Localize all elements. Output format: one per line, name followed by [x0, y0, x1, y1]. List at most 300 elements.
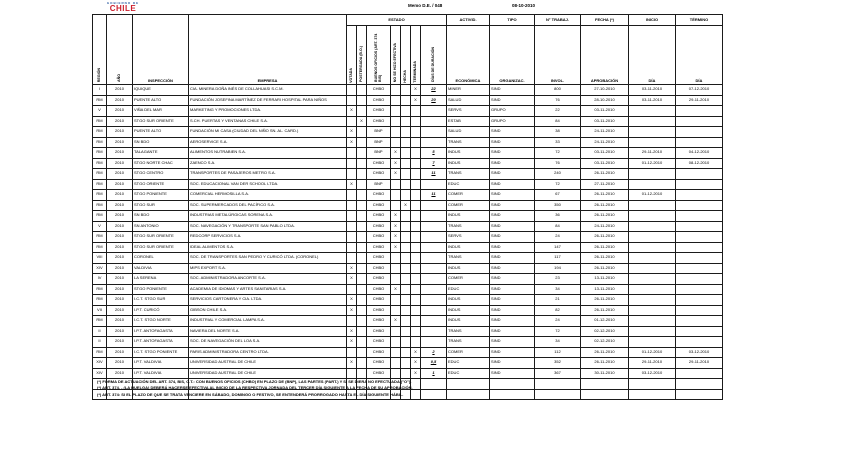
cell-ano: 2010 [107, 211, 133, 222]
cell-region: RM [93, 148, 107, 159]
cell-buenos-oficios: CHBO [367, 263, 391, 274]
col-header-inicio-dia: DÍA [629, 26, 676, 85]
cell-termino: 29-11-2010 [676, 95, 723, 106]
cell-posterg [357, 200, 367, 211]
cell-invol: 800 [535, 85, 581, 96]
cell-aprobacion: 26-11-2010 [581, 190, 629, 201]
cell-inicio: 01-12-2010 [629, 190, 676, 201]
cell-ano: 2010 [107, 127, 133, 138]
cell-posterg [357, 190, 367, 201]
footnote-1: (*) FORMA DE ACTUACIÓN DEL ART. 374, BIS, C.T.: CON BUENOS OFICIOS (CHBO) EN PLAZO DE (BNP), LAS PARTES (PART.) Y SI SE DIERA NO EFECTUADA ("O"). [97, 379, 412, 384]
cell-economica: SALUD [447, 127, 490, 138]
cell-empresa: S.CH. PUERTAS Y VENTANAS CHILE S.A. [189, 116, 347, 127]
cell-aprobacion: 26-11-2010 [581, 232, 629, 243]
gobierno-de-chile-logo [100, 2, 146, 13]
table-row [93, 137, 723, 148]
cell-buenos-oficios: CHBO [367, 337, 391, 348]
cell-hecha [401, 295, 411, 306]
cell-aprobacion: 28-10-2010 [581, 95, 629, 106]
cell-posterg [357, 85, 367, 96]
cell-organizac: SIND [490, 211, 535, 222]
cell-votada [347, 169, 357, 180]
cell-empresa: REDCORP SERVICIOS S.A. [189, 232, 347, 243]
cell-invol: 72 [535, 179, 581, 190]
cell-votada [347, 253, 357, 264]
cell-organizac: SIND [490, 95, 535, 106]
header-date: 08-10-2010 [512, 3, 536, 8]
cell-aprobacion: 13-11-2010 [581, 284, 629, 295]
cell-dias [421, 305, 447, 316]
cell-votada: X [347, 337, 357, 348]
cell-posterg [357, 106, 367, 117]
cell-inicio [629, 263, 676, 274]
cell-empresa: SOC. DE NAVEGACIÓN DEL LOA S.A. [189, 337, 347, 348]
cell-aprobacion: 27-10-2010 [581, 85, 629, 96]
cell-votada [347, 316, 357, 327]
cell-termino [676, 106, 723, 117]
footnote-3: (*) ART. 374: SI EL PLAZO DE QUE SE TRATA VENCIERE EN SÁBADO, DOMINGO O FESTIVO, SE ENTENDERÁ PRORROGADO HASTA EL DÍA SIGUIENTE HÁBIL. [97, 391, 404, 397]
cell-no-efectiva: X [391, 316, 401, 327]
table-row [93, 347, 723, 358]
cell-dias [421, 116, 447, 127]
cell-inspeccion: I.C.T. STGO PONIENTE [133, 347, 189, 358]
cell-region: XIV [93, 368, 107, 379]
cell-posterg [357, 284, 367, 295]
cell-termino [676, 337, 723, 348]
cell-ano: 2010 [107, 242, 133, 253]
cell-aprobacion: 24-11-2010 [581, 137, 629, 148]
cell-economica: COMER [447, 347, 490, 358]
cell-empresa: SOC. SUPERMERCADOS DEL PACÍFICO S.A. [189, 200, 347, 211]
cell-dias [421, 211, 447, 222]
cell-organizac: SIND [490, 179, 535, 190]
cell-invol: 112 [535, 347, 581, 358]
cell-termino [676, 169, 723, 180]
cell-votada: X [347, 326, 357, 337]
cell-terminada [411, 127, 421, 138]
cell-ano: 2010 [107, 190, 133, 201]
cell-termino [676, 190, 723, 201]
cell-no-efectiva: X [391, 242, 401, 253]
cell-organizac: SIND [490, 169, 535, 180]
cell-ano: 2010 [107, 284, 133, 295]
cell-buenos-oficios: CHBO [367, 368, 391, 379]
group-header-estado: ESTADO [347, 15, 447, 26]
cell-dias: 7 [421, 158, 447, 169]
cell-posterg [357, 347, 367, 358]
cell-buenos-oficios: BNP [367, 179, 391, 190]
cell-economica: COMER [447, 190, 490, 201]
cell-ano: 2010 [107, 337, 133, 348]
cell-votada: X [347, 263, 357, 274]
table-row [93, 221, 723, 232]
cell-termino [676, 379, 723, 390]
cell-invol: 194 [535, 263, 581, 274]
table-row [93, 316, 723, 327]
cell-dias: 2 [421, 347, 447, 358]
cell-inspeccion: SN BDO [133, 211, 189, 222]
cell-termino [676, 263, 723, 274]
cell-posterg [357, 148, 367, 159]
cell-inspeccion: I.P.T. ANTOFAGASTA [133, 337, 189, 348]
cell-inicio [629, 232, 676, 243]
cell-ano: 2010 [107, 305, 133, 316]
table-row [93, 263, 723, 274]
cell-inspeccion: PUENTE ALTO [133, 95, 189, 106]
cell-votada [347, 200, 357, 211]
cell-termino: 03-12-2010 [676, 347, 723, 358]
cell-votada [347, 221, 357, 232]
cell-inicio: 01-12-2010 [629, 347, 676, 358]
cell-inspeccion: CORONEL [133, 253, 189, 264]
col-header-termino-dia: DÍA [676, 26, 723, 85]
cell-no-efectiva: X [391, 169, 401, 180]
cell-aprobacion: 03-11-2010 [581, 158, 629, 169]
cell-termino [676, 274, 723, 285]
strikes-table-wrapper [92, 14, 723, 400]
cell-posterg [357, 337, 367, 348]
cell-empresa: IDEAL ALIMENTOS S.A. [189, 242, 347, 253]
cell-economica: INDUS [447, 242, 490, 253]
cell-aprobacion: 26-11-2010 [581, 200, 629, 211]
cell-inspeccion: I.C.T. STGO SUR [133, 295, 189, 306]
cell-organizac: SIND [490, 137, 535, 148]
cell-terminada [411, 179, 421, 190]
cell-terminada [411, 190, 421, 201]
table-row [93, 148, 723, 159]
logo-chile-text: CHILE [109, 4, 137, 13]
cell-votada [347, 158, 357, 169]
cell-hecha [401, 337, 411, 348]
table-row [93, 158, 723, 169]
cell-region: I [93, 85, 107, 96]
cell-region: RM [93, 169, 107, 180]
cell-termino [676, 316, 723, 327]
cell-ano: 2010 [107, 116, 133, 127]
cell-economica: EDUC [447, 358, 490, 369]
cell-termino [676, 179, 723, 190]
table-row [93, 211, 723, 222]
cell-inicio [629, 179, 676, 190]
cell-inspeccion: PUENTE ALTO [133, 127, 189, 138]
cell-inicio: 29-11-2010 [629, 148, 676, 159]
cell-dias [421, 284, 447, 295]
cell-no-efectiva [391, 85, 401, 96]
cell-invol: 38 [535, 127, 581, 138]
cell-terminada [411, 200, 421, 211]
cell-posterg [357, 253, 367, 264]
table-row [93, 253, 723, 264]
cell-invol: 23 [535, 274, 581, 285]
cell-ano: 2010 [107, 326, 133, 337]
col-header-aprobacion: APROBACIÓN [581, 26, 629, 85]
table-body [93, 85, 723, 400]
cell-buenos-oficios: CHBO [367, 95, 391, 106]
cell-invol: 24 [535, 316, 581, 327]
cell-dias [421, 253, 447, 264]
cell-dias [421, 137, 447, 148]
cell-termino [676, 211, 723, 222]
cell-organizac: SIND [490, 263, 535, 274]
cell-region: RM [93, 200, 107, 211]
cell-organizac: SIND [490, 85, 535, 96]
cell-buenos-oficios: CHBO [367, 106, 391, 117]
cell-inspeccion: I.C.T. STGO NORTE [133, 316, 189, 327]
cell-organizac: SIND [490, 148, 535, 159]
cell-buenos-oficios: CHBO [367, 274, 391, 285]
cell-hecha [401, 263, 411, 274]
cell-dias [421, 127, 447, 138]
cell-hecha [401, 148, 411, 159]
cell-aprobacion: 26-11-2010 [581, 169, 629, 180]
cell-aprobacion: 24-11-2010 [581, 127, 629, 138]
cell-region: RM [93, 211, 107, 222]
cell-ano: 2010 [107, 158, 133, 169]
cell-inspeccion: I.P.T. VALDIVIA [133, 368, 189, 379]
cell-dias: 11 [421, 190, 447, 201]
cell-ano: 2010 [107, 106, 133, 117]
cell-dias [421, 200, 447, 211]
cell-inspeccion: STGO CENTRO [133, 169, 189, 180]
cell-votada: X [347, 274, 357, 285]
cell-empresa: SERVICIOS CARTONERA Y CIA. LTDA. [189, 295, 347, 306]
cell-terminada [411, 337, 421, 348]
cell-invol: 21 [535, 295, 581, 306]
cell-organizac: SIND [490, 305, 535, 316]
cell-posterg [357, 242, 367, 253]
cell-hecha [401, 127, 411, 138]
cell-dias [421, 106, 447, 117]
cell-ano: 2010 [107, 316, 133, 327]
cell-no-efectiva [391, 347, 401, 358]
cell-region: RM [93, 242, 107, 253]
cell-dias: 0,5 [421, 358, 447, 369]
cell-invol: 352 [535, 358, 581, 369]
cell-inspeccion: STGO PONIENTE [133, 284, 189, 295]
cell-no-efectiva [391, 358, 401, 369]
cell-ano: 2010 [107, 263, 133, 274]
cell-buenos-oficios: CHBO [367, 347, 391, 358]
cell-dias: 20 [421, 95, 447, 106]
cell-economica: TRANS [447, 253, 490, 264]
cell-ano: 2010 [107, 368, 133, 379]
cell-organizac: SIND [490, 368, 535, 379]
cell-buenos-oficios: CHBO [367, 221, 391, 232]
table-row [93, 116, 723, 127]
strikes-table [92, 14, 723, 400]
table-row [93, 358, 723, 369]
cell-empresa: INDUSTRIAS METALÚRGICAS SORENA S.A. [189, 211, 347, 222]
table-row [93, 106, 723, 117]
cell-aprobacion: 30-11-2010 [581, 368, 629, 379]
cell-inicio [629, 326, 676, 337]
cell-no-efectiva [391, 274, 401, 285]
cell-organizac: SIND [490, 127, 535, 138]
table-row [93, 179, 723, 190]
cell-aprobacion: 26-11-2010 [581, 211, 629, 222]
cell-dias [421, 379, 447, 390]
cell-ano: 2010 [107, 347, 133, 358]
cell-empresa: ZAENCO S.A. [189, 158, 347, 169]
cell-empresa: INDUSTRIAL Y COMERCIAL LAMPA S.A. [189, 316, 347, 327]
cell-dias [421, 221, 447, 232]
cell-terminada [411, 116, 421, 127]
cell-buenos-oficios: CHBO [367, 305, 391, 316]
cell-buenos-oficios: CHBO [367, 190, 391, 201]
cell-hecha [401, 85, 411, 96]
cell-hecha [401, 179, 411, 190]
cell-votada [347, 347, 357, 358]
cell-ano: 2010 [107, 179, 133, 190]
cell-ano: 2010 [107, 169, 133, 180]
cell-votada [347, 148, 357, 159]
group-header-tipo: TIPO [490, 15, 535, 26]
cell-economica: ESTAB [447, 116, 490, 127]
cell-votada: X [347, 106, 357, 117]
cell-inicio [629, 211, 676, 222]
cell-posterg [357, 169, 367, 180]
cell-empresa: SOC. EDUCACIONAL VAN DER SCHOOL LTDA. [189, 179, 347, 190]
cell-buenos-oficios: CHBO [367, 358, 391, 369]
cell-termino: 29-11-2010 [676, 358, 723, 369]
cell-aprobacion: 27-11-2010 [581, 179, 629, 190]
cell-terminada [411, 137, 421, 148]
cell-no-efectiva [391, 137, 401, 148]
cell-hecha [401, 242, 411, 253]
cell-terminada [411, 326, 421, 337]
cell-hecha [401, 284, 411, 295]
col-header-no-efectiva: NO SE HIZO EFECTIVA [391, 26, 401, 85]
table-row [93, 305, 723, 316]
cell-dias [421, 295, 447, 306]
cell-no-efectiva: X [391, 284, 401, 295]
col-header-hecha: HECHA [401, 26, 411, 85]
cell-inicio [629, 337, 676, 348]
cell-dias [421, 242, 447, 253]
cell-inicio: 01-12-2010 [629, 158, 676, 169]
cell-organizac: SIND [490, 200, 535, 211]
cell-terminada [411, 158, 421, 169]
col-header-terminada: TERMINADA [411, 26, 421, 85]
cell-region: IV [93, 274, 107, 285]
cell-hecha [401, 116, 411, 127]
cell-invol: 350 [535, 200, 581, 211]
cell-empresa: UNIVERSIDAD AUSTRAL DE CHILE [189, 358, 347, 369]
cell-no-efectiva [391, 200, 401, 211]
cell-empresa: ACADEMIA DE IDIOMAS Y ARTES SANITARIAS S.A. [189, 284, 347, 295]
cell-invol: 84 [535, 221, 581, 232]
cell-terminada [411, 242, 421, 253]
cell-invol: 76 [535, 158, 581, 169]
cell-region: RM [93, 158, 107, 169]
group-header-ntrabaj: N° TRABAJ. [535, 15, 581, 26]
cell-ano: 2010 [107, 200, 133, 211]
cell-posterg [357, 316, 367, 327]
cell-organizac: SIND [490, 274, 535, 285]
cell-inspeccion: VALDIVIA [133, 263, 189, 274]
cell-region: II [93, 326, 107, 337]
cell-no-efectiva [391, 368, 401, 379]
cell-buenos-oficios: CHBO [367, 295, 391, 306]
cell-aprobacion: 24-11-2010 [581, 221, 629, 232]
cell-terminada [411, 148, 421, 159]
cell-posterg [357, 137, 367, 148]
cell-ano: 2010 [107, 358, 133, 369]
cell-economica: SERVS [447, 232, 490, 243]
cell-invol: 33 [535, 137, 581, 148]
cell-economica: SALUD [447, 95, 490, 106]
cell-hecha [401, 316, 411, 327]
cell-aprobacion: 13-11-2010 [581, 274, 629, 285]
cell-organizac: GRUPO [490, 106, 535, 117]
cell-posterg [357, 127, 367, 138]
footnote-2: (*) ART. 374. - (LA HUELGA) DEBERÁ HACERSE EFECTIVA AL INICIO DE LA RESPECTIVA JORNADA DEL TERCER DÍA SIGUIENTE A LA FECHA DE SU APROBACIÓN. [97, 385, 413, 391]
cell-region: VII [93, 305, 107, 316]
cell-votada: X [347, 358, 357, 369]
cell-organizac: SIND [490, 295, 535, 306]
cell-buenos-oficios: CHBO [367, 169, 391, 180]
cell-buenos-oficios: BNP [367, 148, 391, 159]
cell-economica: COMER [447, 274, 490, 285]
col-header-votada: VOTADA [347, 26, 357, 85]
cell-inspeccion: STGO SUR ORIENTE [133, 242, 189, 253]
cell-hecha [401, 305, 411, 316]
cell-region: RM [93, 179, 107, 190]
cell-inspeccion: STGO SUR ORIENTE [133, 232, 189, 243]
cell-invol: 117 [535, 253, 581, 264]
col-header-ano: AÑO [107, 15, 133, 85]
cell-invol: 72 [535, 326, 581, 337]
cell-invol: 67 [535, 190, 581, 201]
cell-inicio [629, 305, 676, 316]
cell-terminada [411, 106, 421, 117]
cell-dias [421, 263, 447, 274]
cell-posterg [357, 358, 367, 369]
cell-no-efectiva [391, 305, 401, 316]
cell-no-efectiva [391, 337, 401, 348]
cell-buenos-oficios: CHBO [367, 326, 391, 337]
cell-aprobacion: 01-12-2010 [581, 316, 629, 327]
cell-inicio [629, 200, 676, 211]
cell-aprobacion: 02-12-2010 [581, 326, 629, 337]
cell-hecha [401, 211, 411, 222]
cell-votada [347, 85, 357, 96]
table-row [93, 127, 723, 138]
cell-posterg [357, 232, 367, 243]
cell-termino: 08-12-2010 [676, 158, 723, 169]
cell-inspeccion: SN BDO [133, 137, 189, 148]
cell-organizac: SIND [490, 284, 535, 295]
cell-dias [421, 316, 447, 327]
cell-inicio [629, 127, 676, 138]
cell-votada [347, 211, 357, 222]
cell-inicio: 29-11-2010 [629, 358, 676, 369]
col-header-economica: ECONÓMICA [447, 26, 490, 85]
cell-region: II [93, 337, 107, 348]
cell-ano: 2010 [107, 232, 133, 243]
cell-votada [347, 116, 357, 127]
cell-inicio [629, 379, 676, 390]
cell-organizac: SIND [490, 221, 535, 232]
cell-dias: 5 [421, 148, 447, 159]
cell-invol: 34 [535, 284, 581, 295]
cell-empresa: SOC. NAVEGACIÓN Y TRANSPORTE SAN PABLO LTDA. [189, 221, 347, 232]
cell-region: RM [93, 316, 107, 327]
cell-region: XIV [93, 358, 107, 369]
cell-economica: TRANS [447, 326, 490, 337]
cell-votada: X [347, 179, 357, 190]
cell-inspeccion: LA SERENA [133, 274, 189, 285]
